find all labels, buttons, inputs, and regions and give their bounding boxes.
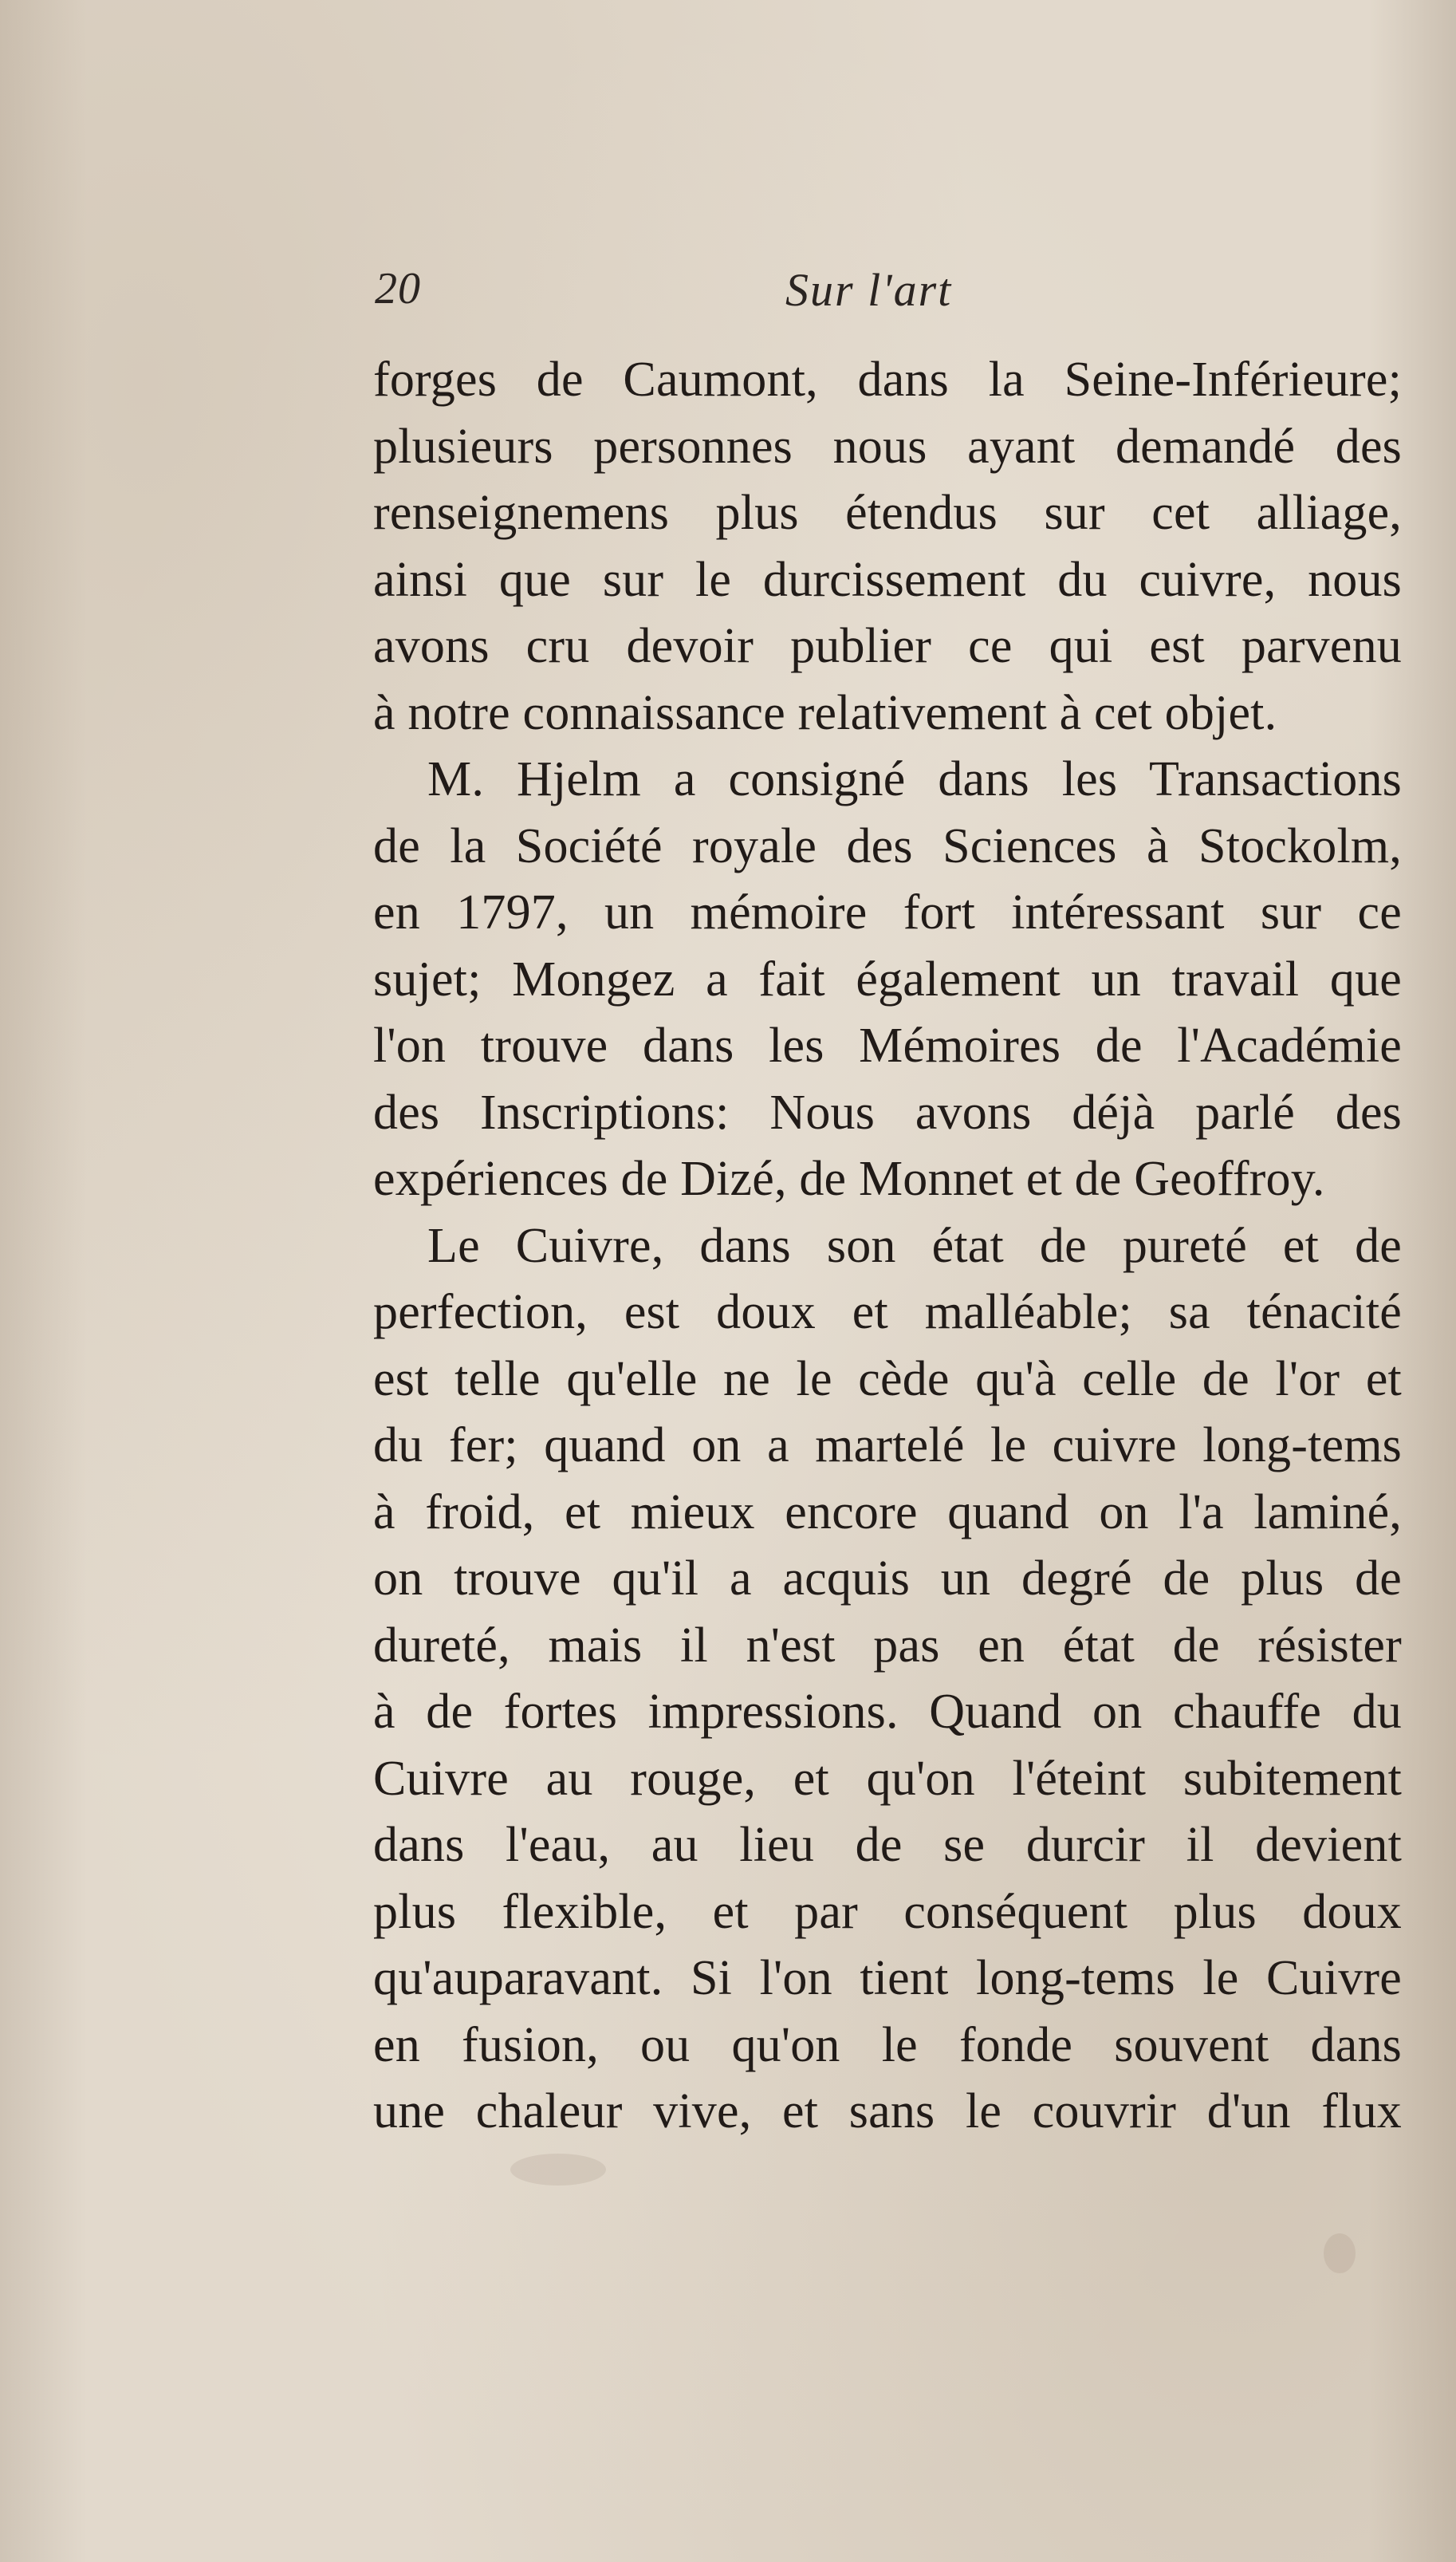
paper-stain [1324,2233,1356,2273]
paragraph [373,347,1402,747]
paragraph [373,747,1402,1213]
text-line: à froid, et mieux encore quand on l'a laminé, [373,1484,1402,1539]
running-head [375,263,1403,335]
text-line: à de fortes impressions. Quand on chauffe du [373,1685,1402,1739]
paper-stain [510,2154,606,2186]
text-line: à notre connaissance relativement à cet objet. [373,685,1277,740]
text-line: plus flexible, et par conséquent plus doux [373,1884,1402,1939]
running-title: Sur l'art [785,264,953,316]
text-line: l'on trouve dans les Mémoires de l'Académie [373,1019,1402,1073]
body-text [373,347,1402,2146]
text-line: dureté, mais il n'est pas en état de résister [373,1618,1402,1673]
text-line: est telle qu'elle ne le cède qu'à celle de l'or et [373,1351,1402,1406]
text-line: avons cru devoir publier ce qui est parvenu [373,619,1402,673]
text-line: dans l'eau, au lieu de se durcir il devient [373,1818,1402,1872]
text-line: en 1797, un mémoire fort intéressant sur ce [373,885,1402,940]
text-line: forges de Caumont, dans la Seine-Inférieure; [373,353,1402,407]
text-line: du fer; quand on a martelé le cuivre long-tems [373,1418,1402,1472]
text-line: renseignemens plus étendus sur cet alliage, [373,486,1402,540]
text-line: Le Cuivre, dans son état de pureté et de [427,1218,1402,1273]
text-line: en fusion, ou qu'on le fonde souvent dans [373,2017,1402,2072]
text-line: M. Hjelm a consigné dans les Transactions [427,752,1402,806]
text-line: expériences de Dizé, de Monnet et de Geoffroy. [373,1152,1325,1206]
text-line: Cuivre au rouge, et qu'on l'éteint subitement [373,1751,1402,1806]
text-line: ainsi que sur le durcissement du cuivre, nous [373,552,1402,607]
text-line: des Inscriptions: Nous avons déjà parlé des [373,1085,1402,1140]
text-line: sujet; Mongez a fait également un travail que [373,952,1402,1007]
text-line: plusieurs personnes nous ayant demandé des [373,419,1402,474]
text-line: une chaleur vive, et sans le couvrir d'un flux [373,2084,1402,2138]
page-number: 20 [375,264,421,313]
paragraph [373,1213,1402,2146]
text-line: qu'auparavant. Si l'on tient long-tems le Cuivre [373,1951,1402,2005]
text-line: on trouve qu'il a acquis un degré de plus de [373,1551,1402,1606]
text-line: perfection, est doux et malléable; sa ténacité [373,1285,1402,1339]
text-line: de la Société royale des Sciences à Stockolm, [373,818,1402,873]
